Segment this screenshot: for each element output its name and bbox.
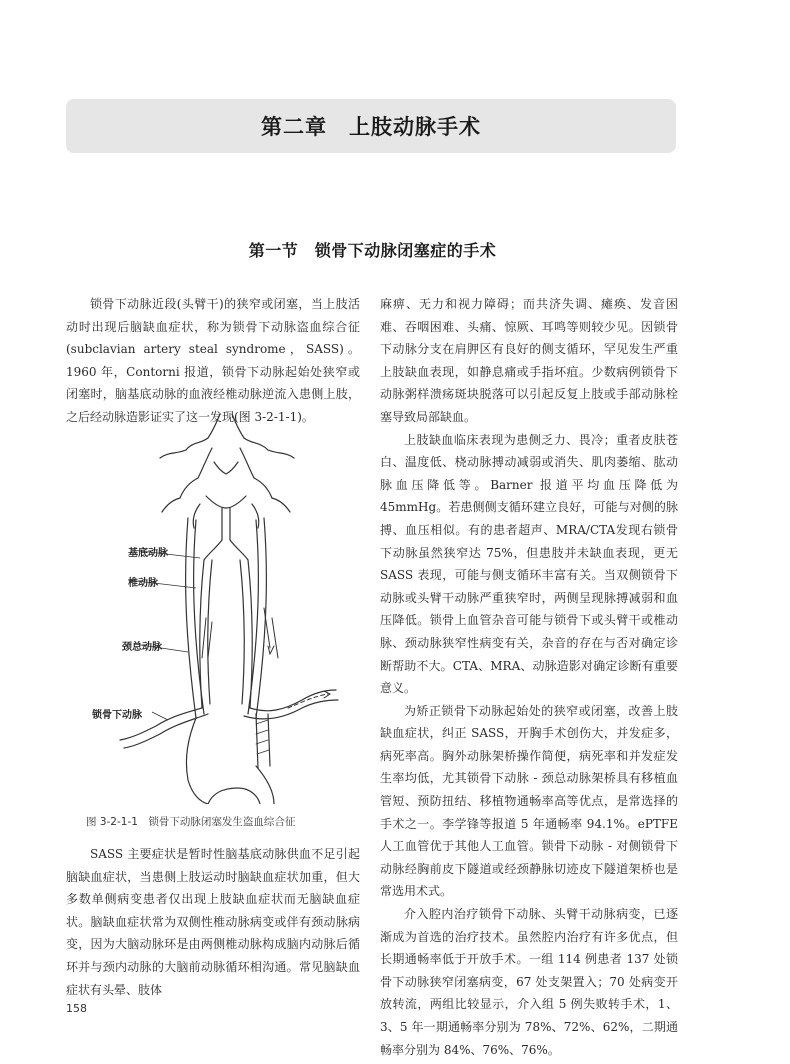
vertebral-artery-label: 椎动脉 — [128, 578, 158, 589]
basilar-artery-label: 基底动脉 — [128, 548, 168, 559]
figure-caption: 图 3-2-1-1 锁骨下动脉闭塞发生盗血综合征 — [86, 816, 296, 828]
chapter-banner — [66, 99, 676, 153]
subclavian-artery-label: 锁骨下动脉 — [92, 710, 142, 721]
chapter-title: 第二章 上肢动脉手术 — [261, 115, 481, 139]
paragraph: 上肢缺血临床表现为患侧乏力、畏冷；重者皮肤苍白、温度低、桡动脉搏动减弱或消失、肌肉萎缩、肱动脉血压降低等。Barner 报道平均血压降低为 45mmHg。若患侧侧支循环建立良好，可能与对侧的脉搏、血压相似。有的患者超声、MRA/CTA发现右锁骨下动脉虽然狭窄达 75%，但患肢并未缺血表现，更无 SASS 表现，可能与侧支循环丰富有关。当双侧锁骨下动脉或头臂干动脉严重狭窄时，两侧呈现脉搏减弱和血压降低。锁骨上血管杂音可能与锁骨下或头臂干或椎动脉、颈动脉狭窄性病变有关，杂音的存在与否对确定诊断帮助不大。CTA、MRA、动脉造影对确定诊断有重要意义。 — [380, 432, 678, 696]
carotid-artery-label: 颈总动脉 — [122, 642, 162, 653]
artery-illustration — [88, 408, 360, 804]
paragraph: 介入腔内治疗锁骨下动脉、头臂干动脉病变，已逐渐成为首选的治疗技术。虽然腔内治疗有许多优点，但长期通畅率低于开放手术。一组 114 例患者 137 处锁骨下动脉狭窄闭塞病变，67 处支架置入；70 处病变开放转流，两组比较显示，介入组 5 例失败转手术，1、3、5 年一期通畅率分别为 78%、72%、62%，二期通畅率分别为 84%、76%、76%。 — [380, 907, 678, 1057]
artery-figure — [88, 408, 360, 804]
paragraph: SASS 主要症状是暂时性脑基底动脉供血不足引起脑缺血症状，当患侧上肢运动时脑缺血症状加重，但大多数单侧病变患者仅出现上肢缺血症状而无脑缺血症状。脑缺血症状常为双侧性椎动脉病变或伴有颈动脉病变，因为大脑动脉环是由两侧椎动脉构成脑内动脉后循环并与颈内动脉的大脑前动脉循环相沟通。常见脑缺血症状有头晕、肢体 — [66, 847, 360, 997]
paragraph: 麻痹、无力和视力障碍；而共济失调、瘫痪、发音困难、吞咽困难、头痛、惊厥、耳鸣等则较少见。因锁骨下动脉分支在肩胛区有良好的侧支循环，罕见发生严重上肢缺血表现，如静息痛或手指坏疽。少数病例锁骨下动脉粥样溃疡斑块脱落可以引起反复上肢或手部动脉栓塞导致局部缺血。 — [380, 297, 678, 424]
section-title: 第一节 锁骨下动脉闭塞症的手术 — [248, 241, 497, 260]
left-column-bottom — [66, 843, 360, 1001]
paragraph: 为矫正锁骨下动脉起始处的狭窄或闭塞，改善上肢缺血症状，纠正 SASS，开胸手术创伤大，并发症多，病死率高。胸外动脉架桥操作简便，病死率和并发症发生率均低，尤其锁骨下动脉 - 颈总动脉架桥具有移植血管短、预防扭结、移植物通畅率高等优点，是常选择的手术之一。李学锋等报道 5 年通畅率 94.1%。ePTFE 人工血管优于其他人工血管。锁骨下动脉 - 对侧锁骨下动脉经胸前皮下隧道或经颈静脉切迹皮下隧道架桥也是常选用术式。 — [380, 703, 678, 899]
right-column — [380, 293, 678, 1061]
paragraph: 锁骨下动脉近段(头臂干)的狭窄或闭塞，当上肢活动时出现后脑缺血症状，称为锁骨下动脉盗血综合征(subclavian artery steal syndrome，SASS)。1960 年，Contorni 报道，锁骨下动脉起始处狭窄或闭塞时，脑基底动脉的血液经椎动脉逆流入患侧上肢，之后经动脉造影证实了这一发现(图 3-2-1-1)。 — [66, 297, 360, 424]
page-number: 158 — [66, 1002, 87, 1015]
